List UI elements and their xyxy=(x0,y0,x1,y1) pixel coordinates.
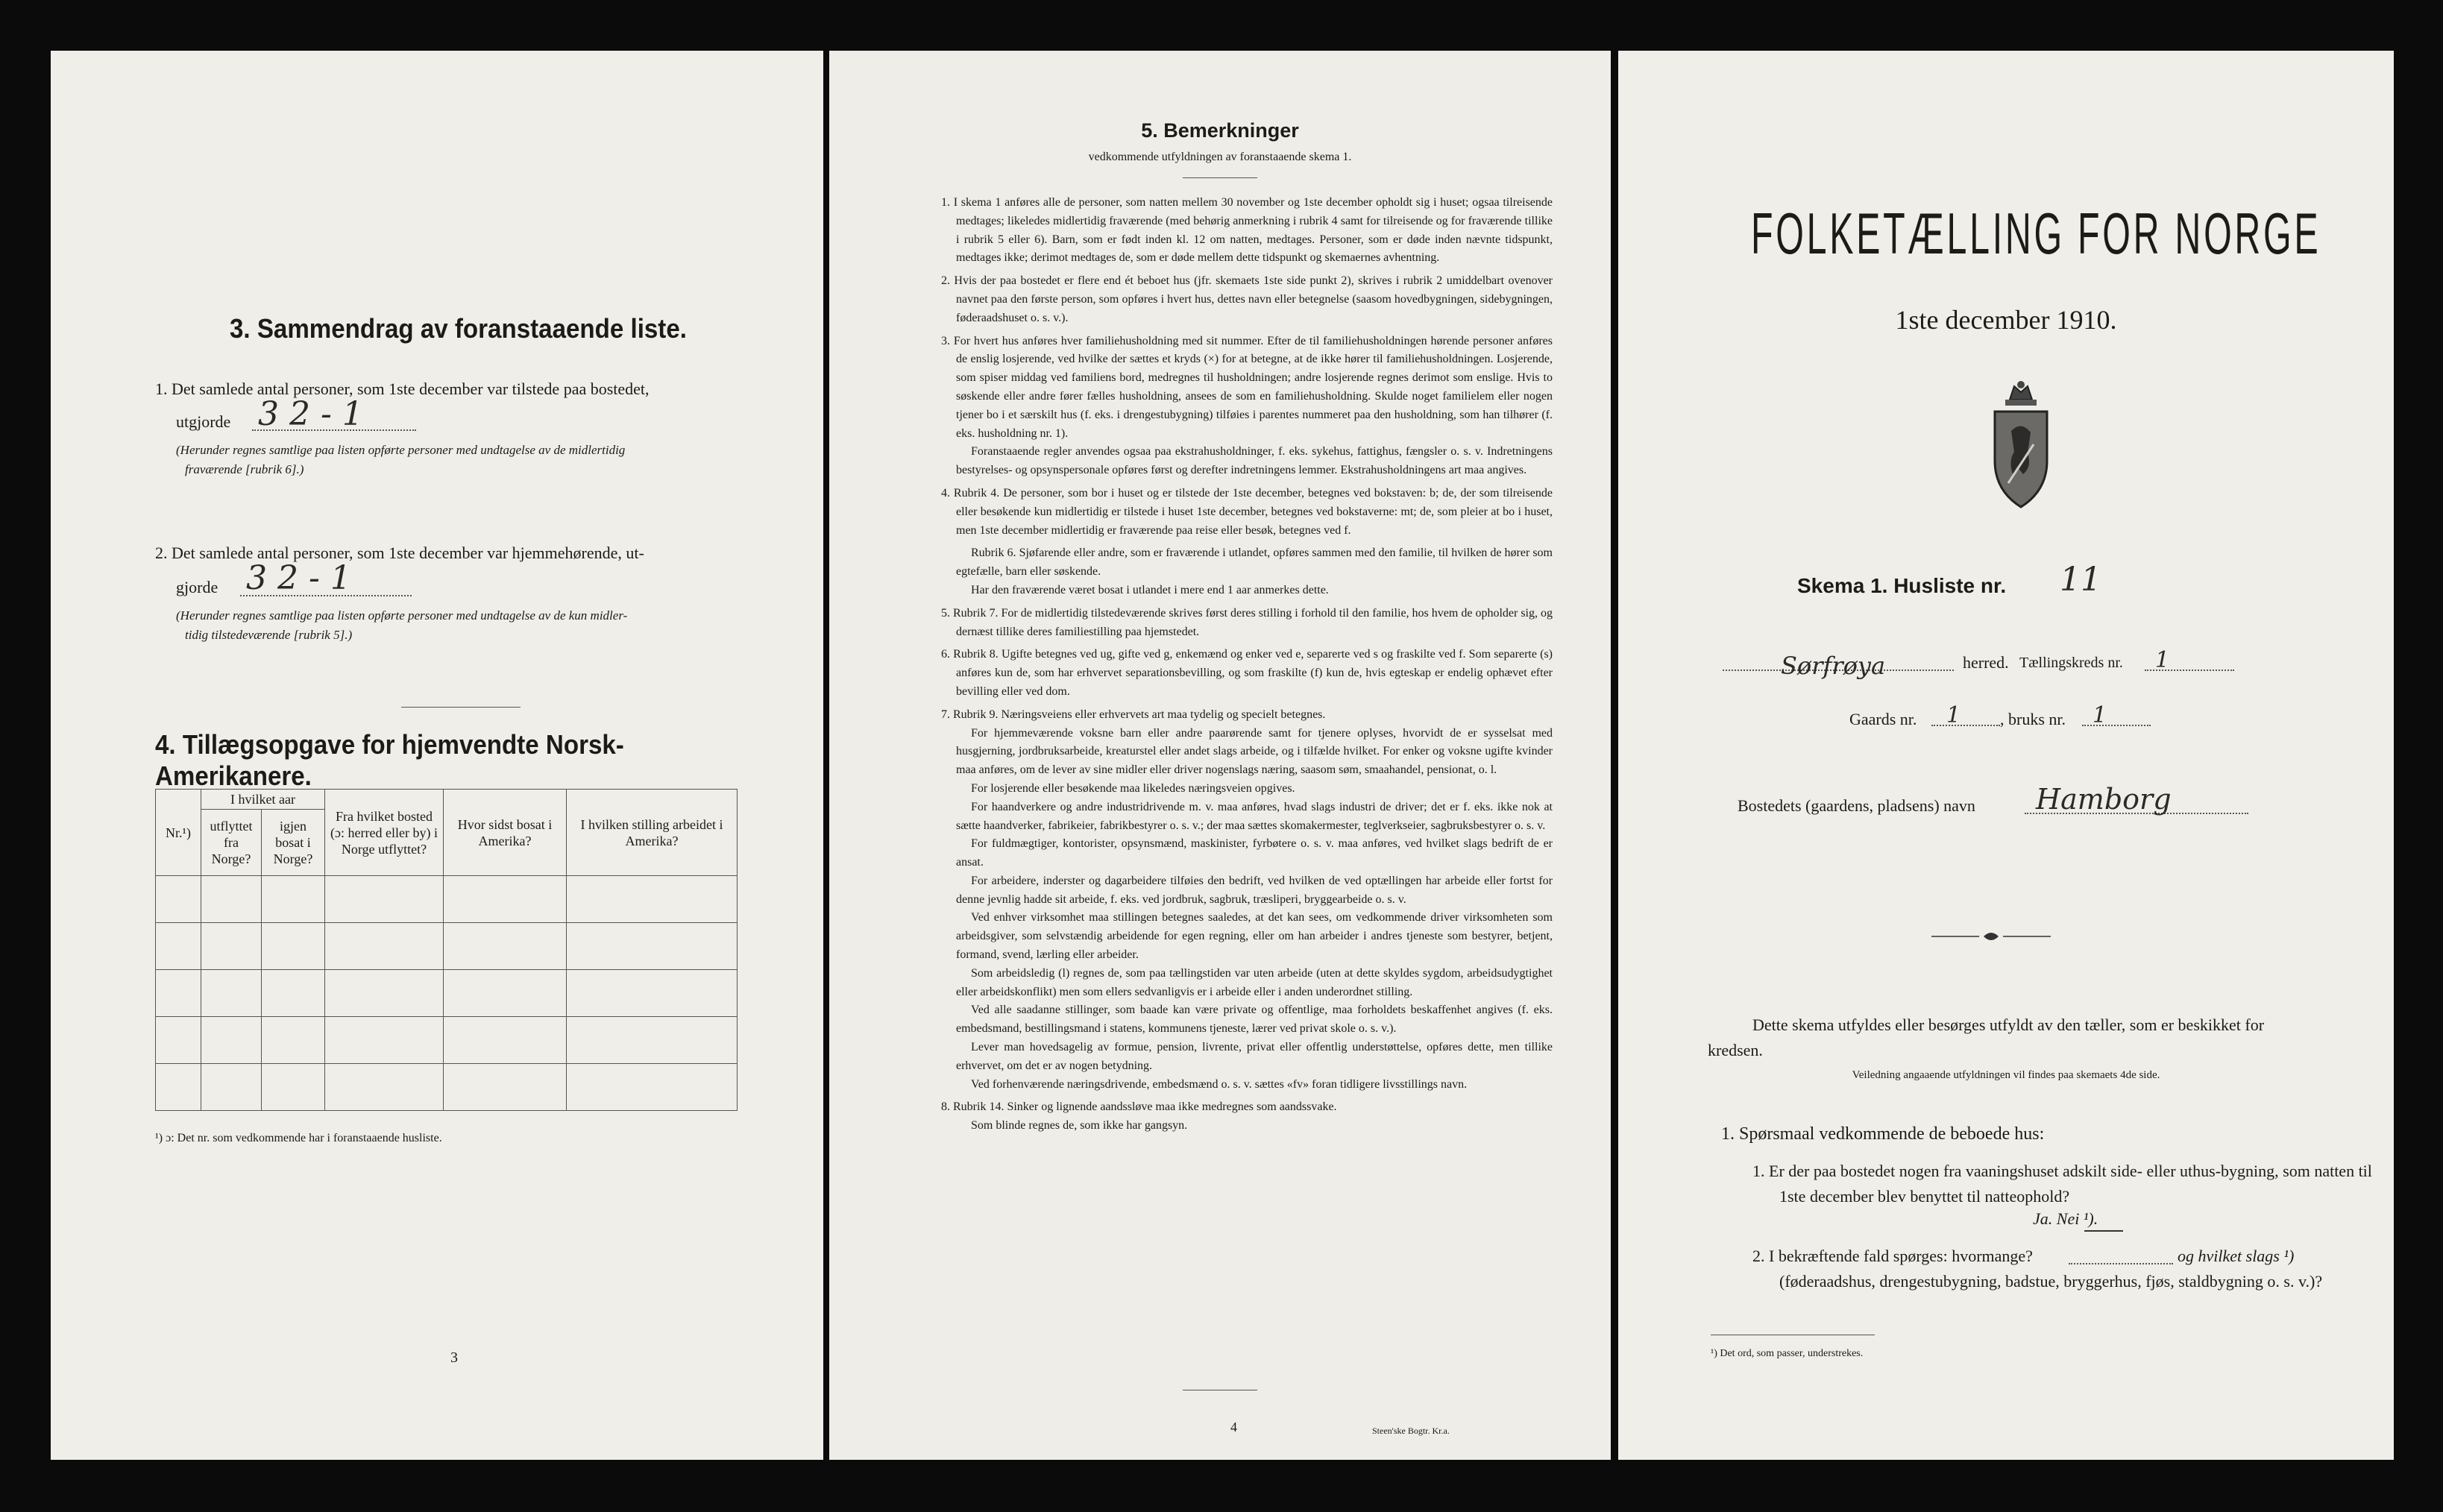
item-2-note-a: (Herunder regnes samtlige paa listen opførte personer med undtagelse av de kun midler- xyxy=(176,608,628,623)
page-4 xyxy=(829,51,1611,1460)
kreds-value: 1 xyxy=(2155,647,2170,673)
divider xyxy=(1183,177,1257,178)
col-fra-hvilket-bosted: Fra hvilket bosted (ɔ: herred eller by) i Norge utflyttet? xyxy=(325,790,444,876)
table-footnote: ¹) ɔ: Det nr. som vedkommende har i foranstaaende husliste. xyxy=(155,1132,442,1144)
summary-item-1-label: utgjorde xyxy=(176,412,231,431)
table-row xyxy=(156,1017,738,1064)
summary-item-1: 1. Det samlede antal personer, som 1ste december var tilstede paa bostedet, xyxy=(155,379,650,398)
page-3 xyxy=(51,51,823,1460)
hvormange-line xyxy=(2069,1263,2173,1264)
printer-credit: Steen'ske Bogtr. Kr.a. xyxy=(1372,1426,1450,1436)
present-count-line xyxy=(252,429,416,431)
col-hvor-sidst: Hvor sidst bosat i Amerika? xyxy=(444,790,567,876)
table-row xyxy=(156,970,738,1017)
answer-underline xyxy=(2084,1230,2123,1232)
present-count: 3 2 - 1 xyxy=(258,395,363,433)
resident-count-line xyxy=(240,595,412,596)
page-1-cover xyxy=(1618,51,2394,1460)
census-date: 1ste december 1910. xyxy=(1895,305,2117,335)
table-row xyxy=(156,876,738,923)
section-3-title: 3. Sammendrag av foranstaaende liste. xyxy=(230,313,687,344)
paragraph: 2. Hvis der paa bostedet er flere end ét beboet hus (jfr. skemaets 1ste side punkt 2), skrives i rubrik 2 umiddelbart ovenover navnet paa den første person, som opføres i hvert hus, dettes navn eller betegnelse (saasom hovedbygningen, sidebygningen, føderaadshuset o. s. v.). xyxy=(941,274,1553,324)
col-stilling: I hvilken stilling arbeidet i Amerika? xyxy=(567,790,738,876)
footnote: ¹) Det ord, som passer, understrekes. xyxy=(1711,1348,1864,1359)
section-4-title: 4. Tillægsopgave for hjemvendte Norsk-Amerikanere. xyxy=(155,729,624,791)
table-row xyxy=(156,923,738,970)
paragraph: For hjemmeværende voksne barn eller andre paarørende samt for tjenere oplyses, hvorvidt de er sysselsat med husgjerning, jordbruksarbeide, kreaturstel eller andet slags arbeide, og i tilfælde hvilket. For enker og voksne ugifte kvinder maa anføres, om de lever av sine midler eller driver nogenslags næring, saasom søm, smaahandel, pensionat, o. l. xyxy=(956,726,1553,777)
gaards-label: Gaards nr. xyxy=(1849,710,1917,728)
paragraph: Som blinde regnes de, som ikke har gangsyn. xyxy=(971,1119,1188,1133)
norsk-amerikanere-table xyxy=(155,789,738,1111)
page-number: 3 xyxy=(450,1349,458,1366)
paragraph: For fuldmægtiger, kontorister, opsynsmænd, maskinister, fyrbøtere o. s. v. maa anføres, ved hvilket slags bedrift de er ansat. xyxy=(956,837,1553,869)
item-2-note-b: tidig tilstedeværende [rubrik 5].) xyxy=(185,628,353,642)
questions-heading: 1. Spørsmaal vedkommende de beboede hus: xyxy=(1721,1124,2045,1144)
paragraph: For losjerende eller besøkende maa likeledes næringsveien opgives. xyxy=(971,781,1295,795)
paragraph: Som arbeidsledig (l) regnes de, som paa tællingstiden var uten arbeide (uten at dette skyldes sygdom, arbeidsudygtighet eller arbeidskonflikt) men som ellers sedvanligvis er i arbeide eller i anden underordnet stilling. xyxy=(956,966,1553,998)
paragraph: Lever man hovedsagelig av formue, pension, livrente, privat eller offentlig understøttelse, opføres dette, men tillike erhvervet, om det er av nogen betydning. xyxy=(956,1041,1553,1072)
ornament-divider-icon xyxy=(1931,929,2051,944)
paragraph: Har den fraværende været bosat i utlandet i mere end 1 aar anmerkes dette. xyxy=(971,583,1329,596)
paragraph: 7. Rubrik 9. Næringsveiens eller erhvervets art maa tydelig og specielt betegnes. xyxy=(941,708,1326,721)
census-title: FOLKETÆLLING FOR NORGE xyxy=(1751,201,2321,266)
summary-item-2-label: gjorde xyxy=(176,578,218,596)
paragraph: Rubrik 6. Sjøfarende eller andre, som er fraværende i utlandet, opføres sammen med den familie, til hvilken de hører som egtefælle, barn eller søskende. xyxy=(956,546,1553,579)
bruks-label: , bruks nr. xyxy=(2000,710,2066,728)
bosted-value: Hamborg xyxy=(2036,783,2172,816)
paragraph: Ved alle saadanne stillinger, som baade kan være private og offentlige, maa forholdets beskaffenhet angives (f. eks. embedsmand, bestillingsmand i statens, kommunens tjeneste, lærer ved privat skole o. s. v.). xyxy=(956,1004,1553,1036)
paragraph: 8. Rubrik 14. Sinker og lignende aandssløve maa ikke medregnes som aandssvake. xyxy=(941,1100,1337,1114)
question-1-answer: Ja. Nei ¹). xyxy=(2033,1209,2098,1228)
resident-count: 3 2 - 1 xyxy=(246,559,351,597)
paragraph: 4. Rubrik 4. De personer, som bor i huset og er tilstede der 1ste december, betegnes ved bokstaven: b; de, der som tilreisende eller besøkende kun midlertidig er tilstede i huset 1ste december, betegnes ved bokstaverne: mt; de, som pleier at bo i huset, men 1ste december midlertidig er fraværende paa reise eller besøk, betegnes ved f. xyxy=(941,486,1553,537)
veiledning-text: Veiledning angaaende utfyldningen vil findes paa skemaets 4de side. xyxy=(1852,1069,2160,1081)
paragraph: For arbeidere, inderster og dagarbeidere tilføies den bedrift, ved hvilken de ved optællingen har arbeide eller fortst for denne jevnlig hadde sit arbeide, f. eks. ved jordbruk, sagbruk, træsliperi, bryggearbeide o. s. v. xyxy=(956,874,1553,906)
paragraph: 5. Rubrik 7. For de midlertidig tilstedeværende skrives først deres stilling i forhold til den familie, hos hvem de opholder sig, og dernæst tillike deres familiestilling paa hjemstedet. xyxy=(941,606,1553,638)
instruction-text: Dette skema utfyldes eller besørges utfyldt av den tæller, som er beskikket for kredsen. xyxy=(1708,1015,2265,1059)
herred-value: Sørfrøya xyxy=(1781,652,1886,680)
question-1: 1. Er der paa bostedet nogen fra vaaningshuset adskilt side- eller uthus-bygning, som natten til 1ste december blev benyttet til natteophold? xyxy=(1752,1162,2372,1206)
col-nr: Nr.¹) xyxy=(156,790,201,876)
item-1-note-a: (Herunder regnes samtlige paa listen opførte personer med undtagelse av de midlertidig xyxy=(176,443,626,457)
col-igjen-bosat: igjen bosat i Norge? xyxy=(262,810,325,876)
paragraph: 3. For hvert hus anføres hver familiehusholdning med sit nummer. Efter de til familiehusholdningen hørende personer anføres de enslig losjerende, ved hvilke der sættes et kryds (×) for at betegne, at de ikke hører til familiehusholdningen. Losjerende, som spiser middag ved familiens bord, medregnes til husholdningen; andre losjerende regnes derimot som enslige. Hvis to søskende eller andre fører fælles husholdning, ansees de som en familiehusholdning. Skulde noget familielem eller nogen tjener bo i et særskilt hus (f. eks. i drengestubygning) tilføies i parentes nummeret paa den husholdning, som han tilhører (f. eks. husholdning nr. 1). xyxy=(941,334,1553,440)
paragraph: For haandverkere og andre industridrivende m. v. maa anføres, hvad slags industri de driver; det er f. eks. ikke nok at sætte haandverker, fabrikeier, fabrikbestyrer o. s. v.; der maa sættes skomakermester, teglverkseier, sagbruksbestyrer o. s. v. xyxy=(956,800,1553,832)
norway-coat-of-arms-icon xyxy=(1980,379,2062,513)
question-2-c: (føderaadshus, drengestubygning, badstue, bryggerhus, fjøs, staldbygning o. s. v.)? xyxy=(1779,1272,2323,1291)
col-hvilket-aar: I hvilket aar xyxy=(201,790,325,810)
bemerkninger-subtitle: vedkommende utfyldningen av foranstaaende skema 1. xyxy=(1088,151,1352,163)
paragraph: 6. Rubrik 8. Ugifte betegnes ved ug, gifte ved g, enkemænd og enker ved e, separerte ved s og fraskilte ved f. Som separerte (s) anføres kun de, som har erhvervet separationsbevilling, og som fraskilte (f) kun de, hvis egteskap er endelig ophævet efter bevilling eller ved dom. xyxy=(941,648,1553,698)
kreds-label: Tællingskreds nr. xyxy=(2019,655,2123,671)
bemerkninger-title: 5. Bemerkninger xyxy=(1141,119,1299,142)
summary-item-2: 2. Det samlede antal personer, som 1ste december var hjemmehørende, ut- xyxy=(155,544,644,562)
husliste-number: 11 xyxy=(2060,561,2101,599)
paragraph: Ved forhenværende næringsdrivende, embedsmænd o. s. v. sættes «fv» foran tidligere livsstillings navn. xyxy=(971,1077,1468,1091)
herred-label: herred. xyxy=(1963,653,2009,672)
gaards-line xyxy=(1931,725,2000,726)
item-1-note-b: fraværende [rubrik 6].) xyxy=(185,462,304,476)
divider xyxy=(401,707,521,708)
bosted-label: Bostedets (gaardens, pladsens) navn xyxy=(1738,796,1975,815)
col-utflyttet: utflyttet fra Norge? xyxy=(201,810,262,876)
question-2-b: og hvilket slags ¹) xyxy=(2178,1247,2295,1265)
gaards-value: 1 xyxy=(1946,702,1961,728)
bemerkninger-body xyxy=(941,194,1553,1135)
bruks-value: 1 xyxy=(2093,702,2107,728)
table-row xyxy=(156,1064,738,1111)
paragraph: Ved enhver virksomhet maa stillingen betegnes saaledes, at det kan sees, om vedkommende driver virksomheten som arbeidsgiver, som selvstændig arbeidende for egen regning, eller om han arbeider i andres tjeneste som bestyrer, betjent, formand, svend, lærling eller arbeider. xyxy=(956,911,1553,962)
question-2: 2. I bekræftende fald spørges: hvormange? xyxy=(1752,1247,2033,1265)
paragraph: 1. I skema 1 anføres alle de personer, som natten mellem 30 november og 1ste december opholdt sig i huset; ogsaa tilreisende medtages; likeledes midlertidig fraværende (med behørig anmerkning i rubrik 4 samt for tilreisende og for fraværende tillike i rubrik 5 eller 6). Barn, som er født inden kl. 12 om natten, medtages. Personer, som er døde inden nævnte tidspunkt, medtages ikke; derimot medtages de, som er døde mellem dette tidspunkt og skemaernes avhentning. xyxy=(941,196,1553,265)
paragraph: Foranstaaende regler anvendes ogsaa paa ekstrahusholdninger, f. eks. sykehus, fattighus, fængsler o. s. v. Indretningens bestyrelses- og opsynspersonale opføres først og derefter indretningens lemmer. Ekstrahusholdningens art maa angives. xyxy=(956,445,1553,477)
skema-label: Skema 1. Husliste nr. xyxy=(1797,574,2007,597)
page-number: 4 xyxy=(1230,1420,1237,1434)
